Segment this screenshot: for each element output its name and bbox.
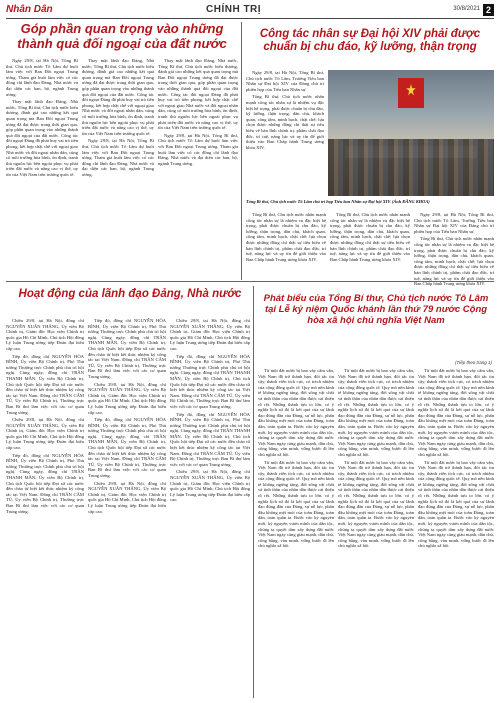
article-1-lead: Ngày 29/8, tại Hà Nội, Tổng Bí thư, Chủ tịch nước Tô Lâm dự buổi làm việc với Ban Đối ngoại Trung ương. Tham gia buổi làm việc có các đồng chí lãnh đạo Đảng, Nhà nước và đại diện các ban, bộ, ngành Trung ương. [6,58,78,97]
article-1-lead-repeat: Ngày 29/8, tại Hà Nội, Tổng Bí thư, Chủ tịch nước Tô Lâm dự buổi làm việc với Ban Đối ngoại Trung ương. Tham gia buổi làm việc có các đồng chí lãnh đạo Đảng, Nhà nước và đại diện các ban, bộ, ngành Trung ương. [82,138,154,177]
continued-from-tag: (Tiếp theo trang 1) [455,360,492,365]
article-4-col-3 [418,368,494,698]
article-2-col-2 [246,212,326,278]
page-number: 2 [483,4,494,16]
issue-date: 30/8/2021 [453,6,480,12]
article-4-body-cont-4: Từ một đất nước bị bao vây cấm vận, Việt Nam đã trở thành bạn, đối tác tin cậy, thành viên tích cực, có trách nhiệm của cộng đồng quốc tế. Quy mô nền kinh tế không ngừng tăng, đời sống vật chất và tinh thần của nhân dân được cải thiện rõ rệt. Những thành tựu to lớn, có ý nghĩa lịch sử đó là kết quả của sự lãnh đạo đúng đắn của Đảng, sự nỗ lực, phấn đấu không mệt mỏi của toàn Đảng, toàn dân, toàn quân ta. Bước vào kỷ nguyên mới, kỷ nguyên vươn mình của dân tộc, chúng ta quyết tâm xây dựng đất nước Việt Nam ngày càng giàu mạnh, dân chủ, công bằng, văn minh, vững bước đi lên chủ nghĩa xã hội. [418,368,494,457]
article-1-col-2 [82,58,154,274]
article-1-headline: Góp phần quan trọng vào những thành quả đối ngoại của đất nước [17,21,227,51]
article-1-col-1 [6,58,78,274]
column-divider-2 [253,286,254,698]
meeting-participants [328,139,494,196]
article-3-body-cont-2: Tiếp đó, đồng chí NGUYỄN HÒA BÌNH, Ủy viên Bộ Chính trị, Phó Thủ tướng Thường trực Chính phủ chủ trì hội nghị. Cùng ngày, đồng chí TRẦN THANH MẪN, Ủy viên Bộ Chính trị, Chủ tịch Quốc hội tiếp Đại sứ các nước đến chào từ biệt kết thúc nhiệm kỳ công tác tại Việt Nam. Đồng chí TRẦN CẨM TÚ, Ủy viên Bộ Chính trị, Thường trực Ban Bí thư làm việc với các cơ quan Trung ương. [6,452,84,514]
masthead [6,4,494,19]
horizontal-rule [6,281,494,282]
article-2-col-4 [414,212,494,287]
article-2-lead: Ngày 29/8, tại Hà Nội, Tổng Bí thư, Chủ tịch nước Tô Lâm, Trưởng Tiểu ban Nhân sự Đại hội XIV của Đảng chủ trì phiên họp của Tiểu ban Nhân sự. [246,70,324,92]
article-3-body: Tiếp đó, đồng chí NGUYỄN HÒA BÌNH, Ủy viên Bộ Chính trị, Phó Thủ tướng Thường trực Chính phủ chủ trì hội nghị. Cùng ngày, đồng chí TRẦN THANH MẪN, Ủy viên Bộ Chính trị, Chủ tịch Quốc hội tiếp Đại sứ các nước đến chào từ biệt kết thúc nhiệm kỳ công tác tại Việt Nam. Đồng chí TRẦN CẨM TÚ, Ủy viên Bộ Chính trị, Thường trực Ban Bí thư làm việc với các cơ quan Trung ương. [6,353,84,415]
article-1-body-cont-3: Ngày 29/8, tại Hà Nội, Tổng Bí thư, Chủ tịch nước Tô Lâm dự buổi làm việc với Ban Đối ngoại Trung ương. Tham gia buổi làm việc có các đồng chí lãnh đạo Đảng, Nhà nước và đại diện các ban, bộ, ngành Trung ương. [158,132,238,166]
article-2-col-3 [330,212,410,278]
meeting-photo [328,70,494,196]
article-3-col-3 [170,318,250,698]
article-2-col-1 [246,70,324,196]
article-4-col-2 [338,368,414,698]
article-3-body-cont-6: Chiều 29/8, tại Hà Nội, đồng chí NGUYỄN XUÂN THẮNG, Ủy viên Bộ Chính trị, Giám đốc Học viện Chính trị quốc gia Hồ Chí Minh, Chủ tịch Hội đồng Lý luận Trung ương tiếp Đoàn đại biểu cấp cao. [88,480,166,514]
article-3-lead: Chiều 29/8, tại Hà Nội, đồng chí NGUYỄN XUÂN THẮNG, Ủy viên Bộ Chính trị, Giám đốc Học viện Chính trị quốc gia Hồ Chí Minh, Chủ tịch Hội đồng Lý luận Trung ương tiếp Đoàn đại biểu cấp cao. [6,318,84,351]
article-3-headline: Hoạt động của lãnh đạo Đảng, Nhà nước [18,288,242,300]
article-3-body-cont-3: Tiếp đó, đồng chí NGUYỄN HÒA BÌNH, Ủy viên Bộ Chính trị, Phó Thủ tướng Thường trực Chính phủ chủ trì hội nghị. Cùng ngày, đồng chí TRẦN THANH MẪN, Ủy viên Bộ Chính trị, Chủ tịch Quốc hội tiếp Đại sứ các nước đến chào từ biệt kết thúc nhiệm kỳ công tác tại Việt Nam. Đồng chí TRẦN CẨM TÚ, Ủy viên Bộ Chính trị, Thường trực Ban Bí thư làm việc với các cơ quan Trung ương. [88,318,166,379]
article-1-body-cont: Thay mặt lãnh đạo Đảng, Nhà nước, Tổng Bí thư, Chủ tịch nước biểu dương, đánh giá cao những kết quả quan trọng mà Ban Đối ngoại Trung ương đã đạt được trong thời gian qua, góp phần quan trọng vào những thành quả đối ngoại của đất nước. Công tác đối ngoại Đảng đã phát huy vai trò tiên phong, kết hợp chặt chẽ với ngoại giao Nhà nước và đối ngoại nhân dân, củng cố môi trường hòa bình, ổn định, tranh thủ nguồn lực bên ngoài phục vụ phát triển đất nước và nâng cao vị thế, uy tín của Việt Nam trên trường quốc tế. [82,58,154,136]
article-3-body-cont-10: Chiều 29/8, tại Hà Nội, đồng chí NGUYỄN XUÂN THẮNG, Ủy viên Bộ Chính trị, Giám đốc Học viện Chính trị quốc gia Hồ Chí Minh, Chủ tịch Hội đồng Lý luận Trung ương tiếp Đoàn đại biểu cấp cao. [170,469,250,503]
article-3-body-cont-9: Tiếp đó, đồng chí NGUYỄN HÒA BÌNH, Ủy viên Bộ Chính trị, Phó Thủ tướng Thường trực Chính phủ chủ trì hội nghị. Cùng ngày, đồng chí TRẦN THANH MẪN, Ủy viên Bộ Chính trị, Chủ tịch Quốc hội tiếp Đại sứ các nước đến chào từ biệt kết thúc nhiệm kỳ công tác tại Việt Nam. Đồng chí TRẦN CẨM TÚ, Ủy viên Bộ Chính trị, Thường trực Ban Bí thư làm việc với các cơ quan Trung ương. [170,411,250,467]
photo-caption: Tổng Bí thư, Chủ tịch nước Tô Lâm chủ trì họp Tiểu ban Nhân sự Đại hội XIV. (Ảnh ĐĂNG KHOA) [246,199,430,204]
article-3-body-cont-4: Chiều 29/8, tại Hà Nội, đồng chí NGUYỄN XUÂN THẮNG, Ủy viên Bộ Chính trị, Giám đốc Học viện Chính trị quốc gia Hồ Chí Minh, Chủ tịch Hội đồng Lý luận Trung ương tiếp Đoàn đại biểu cấp cao. [88,381,166,415]
article-1-body-cont-2: Thay mặt lãnh đạo Đảng, Nhà nước, Tổng Bí thư, Chủ tịch nước biểu dương, đánh giá cao những kết quả quan trọng mà Ban Đối ngoại Trung ương đã đạt được trong thời gian qua, góp phần quan trọng vào những thành quả đối ngoại của đất nước. Công tác đối ngoại Đảng đã phát huy vai trò tiên phong, kết hợp chặt chẽ với ngoại giao Nhà nước và đối ngoại nhân dân, củng cố môi trường hòa bình, ổn định, tranh thủ nguồn lực bên ngoài phục vụ phát triển đất nước và nâng cao vị thế, uy tín của Việt Nam trên trường quốc tế. [158,58,238,131]
article-1-col-3 [158,58,238,274]
article-4-body-cont-3: Từ một đất nước bị bao vây cấm vận, Việt Nam đã trở thành bạn, đối tác tin cậy, thành viên tích cực, có trách nhiệm của cộng đồng quốc tế. Quy mô nền kinh tế không ngừng tăng, đời sống vật chất và tinh thần của nhân dân được cải thiện rõ rệt. Những thành tựu to lớn, có ý nghĩa lịch sử đó là kết quả của sự lãnh đạo đúng đắn của Đảng, sự nỗ lực, phấn đấu không mệt mỏi của toàn Đảng, toàn dân, toàn quân ta. Bước vào kỷ nguyên mới, kỷ nguyên vươn mình của dân tộc, chúng ta quyết tâm xây dựng đất nước Việt Nam ngày càng giàu mạnh, dân chủ, công bằng, văn minh, vững bước đi lên chủ nghĩa xã hội. [338,459,414,549]
newspaper-brand: Nhân Dân [6,4,53,15]
article-4-body-cont-5: Từ một đất nước bị bao vây cấm vận, Việt Nam đã trở thành bạn, đối tác tin cậy, thành viên tích cực, có trách nhiệm của cộng đồng quốc tế. Quy mô nền kinh tế không ngừng tăng, đời sống vật chất và tinh thần của nhân dân được cải thiện rõ rệt. Những thành tựu to lớn, có ý nghĩa lịch sử đó là kết quả của sự lãnh đạo đúng đắn của Đảng, sự nỗ lực, phấn đấu không mệt mỏi của toàn Đảng, toàn dân, toàn quân ta. Bước vào kỷ nguyên mới, kỷ nguyên vươn mình của dân tộc, chúng ta quyết tâm xây dựng đất nước Việt Nam ngày càng giàu mạnh, dân chủ, công bằng, văn minh, vững bước đi lên chủ nghĩa xã hội. [418,459,494,549]
article-4-body: Từ một đất nước bị bao vây cấm vận, Việt Nam đã trở thành bạn, đối tác tin cậy, thành viên tích cực, có trách nhiệm của cộng đồng quốc tế. Quy mô nền kinh tế không ngừng tăng, đời sống vật chất và tinh thần của nhân dân được cải thiện rõ rệt. Những thành tựu to lớn, có ý nghĩa lịch sử đó là kết quả của sự lãnh đạo đúng đắn của Đảng, sự nỗ lực, phấn đấu không mệt mỏi của toàn Đảng, toàn dân, toàn quân ta. Bước vào kỷ nguyên mới, kỷ nguyên vươn mình của dân tộc, chúng ta quyết tâm xây dựng đất nước Việt Nam ngày càng giàu mạnh, dân chủ, công bằng, văn minh, vững bước đi lên chủ nghĩa xã hội. [258,368,334,457]
article-2-body-cont: Tổng Bí thư, Chủ tịch nước nhấn mạnh công tác nhân sự là nhiệm vụ đặc biệt hệ trọng, phải được chuẩn bị chu đáo, kỹ lưỡng, thận trọng, dân chủ, khách quan, công tâm, minh bạch, chặt chẽ; lựa chọn được những đồng chí thật sự tiêu biểu về bản lĩnh chính trị, phẩm chất đạo đức, trí tuệ, năng lực và uy tín để giới thiệu vào Ban Chấp hành Trung ương khóa XIV. [246,212,326,262]
article-4-col-1 [258,368,334,698]
section-title: CHÍNH TRỊ [206,4,262,15]
article-3-body-cont: Chiều 29/8, tại Hà Nội, đồng chí NGUYỄN XUÂN THẮNG, Ủy viên Bộ Chính trị, Giám đốc Học viện Chính trị quốc gia Hồ Chí Minh, Chủ tịch Hội đồng Lý luận Trung ương tiếp Đoàn đại biểu cấp cao. [6,417,84,451]
article-4-headline: Phát biểu của Tổng Bí thư, Chủ tịch nước Tô Lâm tại Lễ kỷ niệm Quốc khánh lần thứ 79 nước Cộng hòa xã hội chủ nghĩa Việt Nam [263,293,489,326]
article-3-body-cont-8: Tiếp đó, đồng chí NGUYỄN HÒA BÌNH, Ủy viên Bộ Chính trị, Phó Thủ tướng Thường trực Chính phủ chủ trì hội nghị. Cùng ngày, đồng chí TRẦN THANH MẪN, Ủy viên Bộ Chính trị, Chủ tịch Quốc hội tiếp Đại sứ các nước đến chào từ biệt kết thúc nhiệm kỳ công tác tại Việt Nam. Đồng chí TRẦN CẨM TÚ, Ủy viên Bộ Chính trị, Thường trực Ban Bí thư làm việc với các cơ quan Trung ương. [170,353,250,409]
article-4-body-cont: Từ một đất nước bị bao vây cấm vận, Việt Nam đã trở thành bạn, đối tác tin cậy, thành viên tích cực, có trách nhiệm của cộng đồng quốc tế. Quy mô nền kinh tế không ngừng tăng, đời sống vật chất và tinh thần của nhân dân được cải thiện rõ rệt. Những thành tựu to lớn, có ý nghĩa lịch sử đó là kết quả của sự lãnh đạo đúng đắn của Đảng, sự nỗ lực, phấn đấu không mệt mỏi của toàn Đảng, toàn dân, toàn quân ta. Bước vào kỷ nguyên mới, kỷ nguyên vươn mình của dân tộc, chúng ta quyết tâm xây dựng đất nước Việt Nam ngày càng giàu mạnh, dân chủ, công bằng, văn minh, vững bước đi lên chủ nghĩa xã hội. [258,459,334,549]
article-4-body-cont-2: Từ một đất nước bị bao vây cấm vận, Việt Nam đã trở thành bạn, đối tác tin cậy, thành viên tích cực, có trách nhiệm của cộng đồng quốc tế. Quy mô nền kinh tế không ngừng tăng, đời sống vật chất và tinh thần của nhân dân được cải thiện rõ rệt. Những thành tựu to lớn, có ý nghĩa lịch sử đó là kết quả của sự lãnh đạo đúng đắn của Đảng, sự nỗ lực, phấn đấu không mệt mỏi của toàn Đảng, toàn dân, toàn quân ta. Bước vào kỷ nguyên mới, kỷ nguyên vươn mình của dân tộc, chúng ta quyết tâm xây dựng đất nước Việt Nam ngày càng giàu mạnh, dân chủ, công bằng, văn minh, vững bước đi lên chủ nghĩa xã hội. [338,368,414,457]
article-2-body-cont-4: Tổng Bí thư, Chủ tịch nước nhấn mạnh công tác nhân sự là nhiệm vụ đặc biệt hệ trọng, phải được chuẩn bị chu đáo, kỹ lưỡng, thận trọng, dân chủ, khách quan, công tâm, minh bạch, chặt chẽ; lựa chọn được những đồng chí thật sự tiêu biểu về bản lĩnh chính trị, phẩm chất đạo đức, trí tuệ, năng lực và uy tín để giới thiệu vào Ban Chấp hành Trung ương khóa XIV. [414,236,494,287]
article-1-body: Thay mặt lãnh đạo Đảng, Nhà nước, Tổng Bí thư, Chủ tịch nước biểu dương, đánh giá cao những kết quả quan trọng mà Ban Đối ngoại Trung ương đã đạt được trong thời gian qua, góp phần quan trọng vào những thành quả đối ngoại của đất nước. Công tác đối ngoại Đảng đã phát huy vai trò tiên phong, kết hợp chặt chẽ với ngoại giao Nhà nước và đối ngoại nhân dân, củng cố môi trường hòa bình, ổn định, tranh thủ nguồn lực bên ngoài phục vụ phát triển đất nước và nâng cao vị thế, uy tín của Việt Nam trên trường quốc tế. [6,99,78,177]
article-2-body-cont-2: Tổng Bí thư, Chủ tịch nước nhấn mạnh công tác nhân sự là nhiệm vụ đặc biệt hệ trọng, phải được chuẩn bị chu đáo, kỹ lưỡng, thận trọng, dân chủ, khách quan, công tâm, minh bạch, chặt chẽ; lựa chọn được những đồng chí thật sự tiêu biểu về bản lĩnh chính trị, phẩm chất đạo đức, trí tuệ, năng lực và uy tín để giới thiệu vào Ban Chấp hành Trung ương khóa XIV. [330,212,410,262]
article-2-body-cont-3: Ngày 29/8, tại Hà Nội, Tổng Bí thư, Chủ tịch nước Tô Lâm, Trưởng Tiểu ban Nhân sự Đại hội XIV của Đảng chủ trì phiên họp của Tiểu ban Nhân sự. [414,212,494,234]
article-3-body-cont-7: Chiều 29/8, tại Hà Nội, đồng chí NGUYỄN XUÂN THẮNG, Ủy viên Bộ Chính trị, Giám đốc Học viện Chính trị quốc gia Hồ Chí Minh, Chủ tịch Hội đồng Lý luận Trung ương tiếp Đoàn đại biểu cấp cao. [170,318,250,351]
article-3-body-cont-5: Tiếp đó, đồng chí NGUYỄN HÒA BÌNH, Ủy viên Bộ Chính trị, Phó Thủ tướng Thường trực Chính phủ chủ trì hội nghị. Cùng ngày, đồng chí TRẦN THANH MẪN, Ủy viên Bộ Chính trị, Chủ tịch Quốc hội tiếp Đại sứ các nước đến chào từ biệt kết thúc nhiệm kỳ công tác tại Việt Nam. Đồng chí TRẦN CẨM TÚ, Ủy viên Bộ Chính trị, Thường trực Ban Bí thư làm việc với các cơ quan Trung ương. [88,417,166,479]
column-divider [241,22,242,280]
article-2-headline: Công tác nhân sự Đại hội XIV phải được chuẩn bị chu đáo, kỹ lưỡng, thận trọng [259,28,481,54]
article-2-body: Tổng Bí thư, Chủ tịch nước nhấn mạnh công tác nhân sự là nhiệm vụ đặc biệt hệ trọng, phải được chuẩn bị chu đáo, kỹ lưỡng, thận trọng, dân chủ, khách quan, công tâm, minh bạch, chặt chẽ; lựa chọn được những đồng chí thật sự tiêu biểu về bản lĩnh chính trị, phẩm chất đạo đức, trí tuệ, năng lực và uy tín để giới thiệu vào Ban Chấp hành Trung ương khóa XIV. [246,94,324,150]
article-3-col-2 [88,318,166,698]
article-3-col-1 [6,318,84,698]
